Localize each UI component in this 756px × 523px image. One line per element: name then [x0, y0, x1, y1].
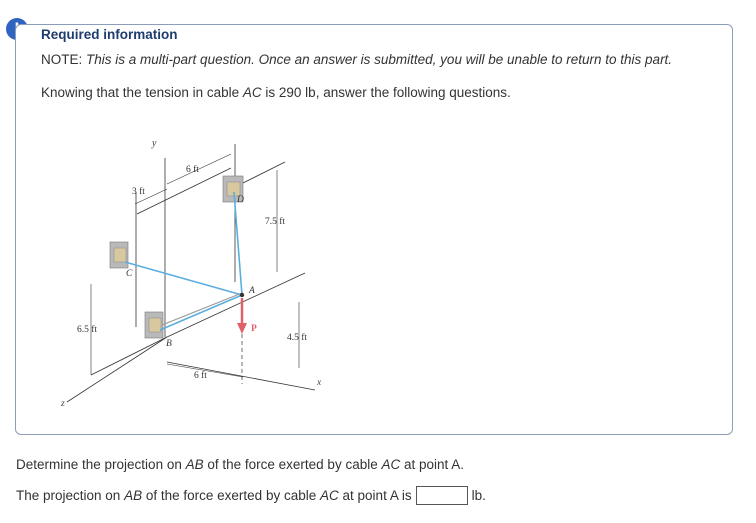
- label-x: x: [317, 378, 322, 388]
- problem-statement: [41, 85, 511, 100]
- cable-ac: [125, 262, 242, 295]
- label-c: C: [126, 269, 133, 279]
- floor-left: [91, 337, 167, 375]
- answer-var-1: AB: [124, 488, 143, 503]
- label-6-5ft: 6.5 ft: [77, 325, 98, 335]
- statement-post: is 290 lb, answer the following questions.: [261, 85, 511, 100]
- label-p: P: [251, 324, 257, 334]
- answer-post: at point A is: [342, 488, 412, 503]
- question-pre: Determine the projection on: [16, 457, 186, 472]
- label-y: y: [152, 138, 157, 149]
- note-text: [41, 52, 681, 67]
- question-mid: of the force exerted by cable: [203, 457, 382, 472]
- cable-figure: [55, 132, 355, 408]
- label-3ft: 3 ft: [132, 187, 145, 197]
- answer-row: [16, 486, 486, 505]
- answer-mid: of the force exerted by cable: [145, 488, 317, 503]
- force-p-head: [237, 323, 247, 334]
- note-body: This is a multi-part question. Once an answer is submitted, you will be unable to return to this part.: [86, 52, 673, 67]
- label-d: D: [237, 195, 244, 205]
- label-7-5ft: 7.5 ft: [265, 217, 286, 227]
- bracket-b: [145, 312, 163, 338]
- statement-var: AC: [242, 85, 262, 100]
- label-6ft-top: 6 ft: [186, 165, 199, 175]
- label-b: B: [166, 339, 172, 349]
- question-text: [16, 457, 464, 472]
- cable-ab: [160, 295, 242, 330]
- label-6ft-bottom: 6 ft: [194, 371, 207, 381]
- statement-pre: Knowing that the tension in cable: [41, 85, 243, 100]
- floor-front: [167, 362, 315, 390]
- answer-unit: lb.: [471, 488, 486, 503]
- bracket-c: [110, 242, 128, 268]
- answer-pre: The projection on: [16, 488, 121, 503]
- question-var-1: AB: [185, 457, 204, 472]
- question-post: at point A.: [400, 457, 465, 472]
- top-edge: [137, 168, 231, 214]
- dim-6ft-top-line: [167, 154, 231, 184]
- question-var-2: AC: [381, 457, 401, 472]
- answer-input[interactable]: [416, 486, 468, 505]
- rod-ab: [162, 293, 242, 325]
- answer-var-2: AC: [320, 488, 339, 503]
- note-label: NOTE:: [41, 52, 83, 67]
- point-a-marker: [240, 293, 244, 297]
- info-title: Required information: [41, 27, 178, 42]
- label-z: z: [61, 399, 65, 408]
- floor-edge: [67, 337, 167, 402]
- label-4-5ft: 4.5 ft: [287, 333, 308, 343]
- floor-back: [167, 273, 305, 337]
- label-a: A: [249, 286, 255, 296]
